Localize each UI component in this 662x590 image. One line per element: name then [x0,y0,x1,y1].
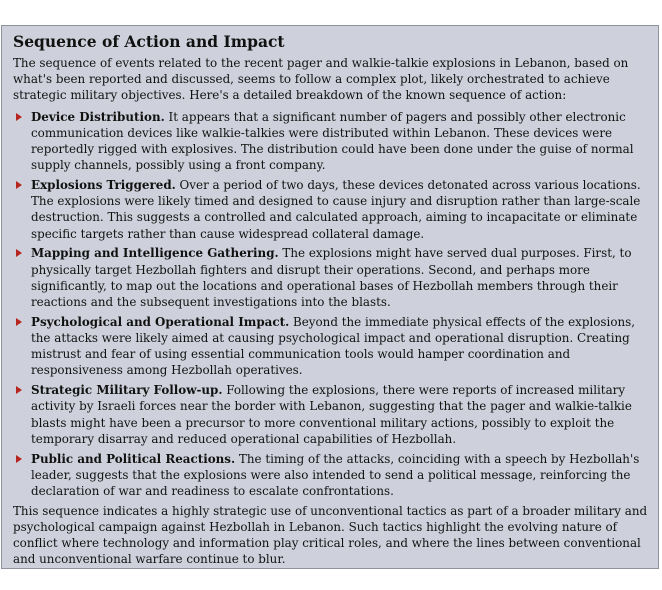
list-item-title: Strategic Military Follow-up. [31,383,223,398]
triangle-bullet-icon [16,249,22,257]
panel-title: Sequence of Action and Impact [13,32,285,51]
triangle-bullet-icon [16,386,22,394]
triangle-bullet-icon [16,113,22,121]
list-item-title: Public and Political Reactions. [31,451,236,466]
list-item-title: Explosions Triggered. [31,178,176,193]
list-item [13,451,648,500]
list-item-title: Device Distribution. [31,109,165,124]
list-item-title: Psychological and Operational Impact. [31,314,290,329]
list-item-text: Beyond the immediate physical effects of the explosions, the attacks were likely aimed at causing psychological impact and operational disruption. Creating mistrust and fear of using essential communication tools would hamper coordination and responsiveness among Hezbollah operatives. [31,314,636,378]
content-panel [1,25,659,569]
list-item [13,382,648,447]
list-item [13,109,648,174]
list-item-text: Following the explosions, there were reports of increased military activity by Israeli forces near the border with Lebanon, suggesting that the pager and walkie-talkie blasts might have been a precursor to more conventional military actions, possibly to exploit the temporary disarray and reduced operational capabilities of Hezbollah. [31,383,632,446]
list-item-title: Mapping and Intelligence Gathering. [31,246,279,261]
conclusion-paragraph: This sequence indicates a highly strategic use of unconventional tactics as part of a broader military and psychological campaign against Hezbollah in Lebanon. Such tactics highlight the evolving nature of conflict where technology and information play critical roles, and where the lines between conventional and unconventional warfare continue to blur. [13,503,648,567]
sequence-list [13,109,648,500]
triangle-bullet-icon [16,455,22,463]
triangle-bullet-icon [16,181,22,189]
list-item [13,314,648,379]
triangle-bullet-icon [16,318,22,326]
list-item [13,245,648,310]
list-item-text: The timing of the attacks, coinciding with a speech by Hezbollah's leader, suggests that the explosions were also intended to send a political message, reinforcing the declaration of war and readiness to escalate confrontations. [31,451,640,499]
intro-paragraph: The sequence of events related to the recent pager and walkie-talkie explosions in Lebanon, based on what's been reported and discussed, seems to follow a complex plot, likely orchestrated to achieve strategic military objectives. Here's a detailed breakdown of the known sequence of action: [13,56,629,103]
list-item [13,177,648,242]
list-item-text: The explosions might have served dual purposes. First, to physically target Hezbollah fighters and disrupt their operations. Second, and perhaps more significantly, to map out the locations and operational bases of Hezbollah members through their reactions and the subsequent investigations into the blasts. [31,246,632,310]
list-item-text: It appears that a significant number of pagers and possibly other electronic communication devices like walkie-talkies were distributed within Lebanon. These devices were reportedly rigged with explosives. The distribution could have been done under the guise of normal supply channels, possibly using a front company. [31,109,634,173]
list-item-text: Over a period of two days, these devices detonated across various locations. The explosions were likely timed and designed to cause injury and disruption rather than large-scale destruction. This suggests a controlled and calculated approach, aiming to incapacitate or eliminate specific targets rather than cause widespread collateral damage. [31,178,641,241]
